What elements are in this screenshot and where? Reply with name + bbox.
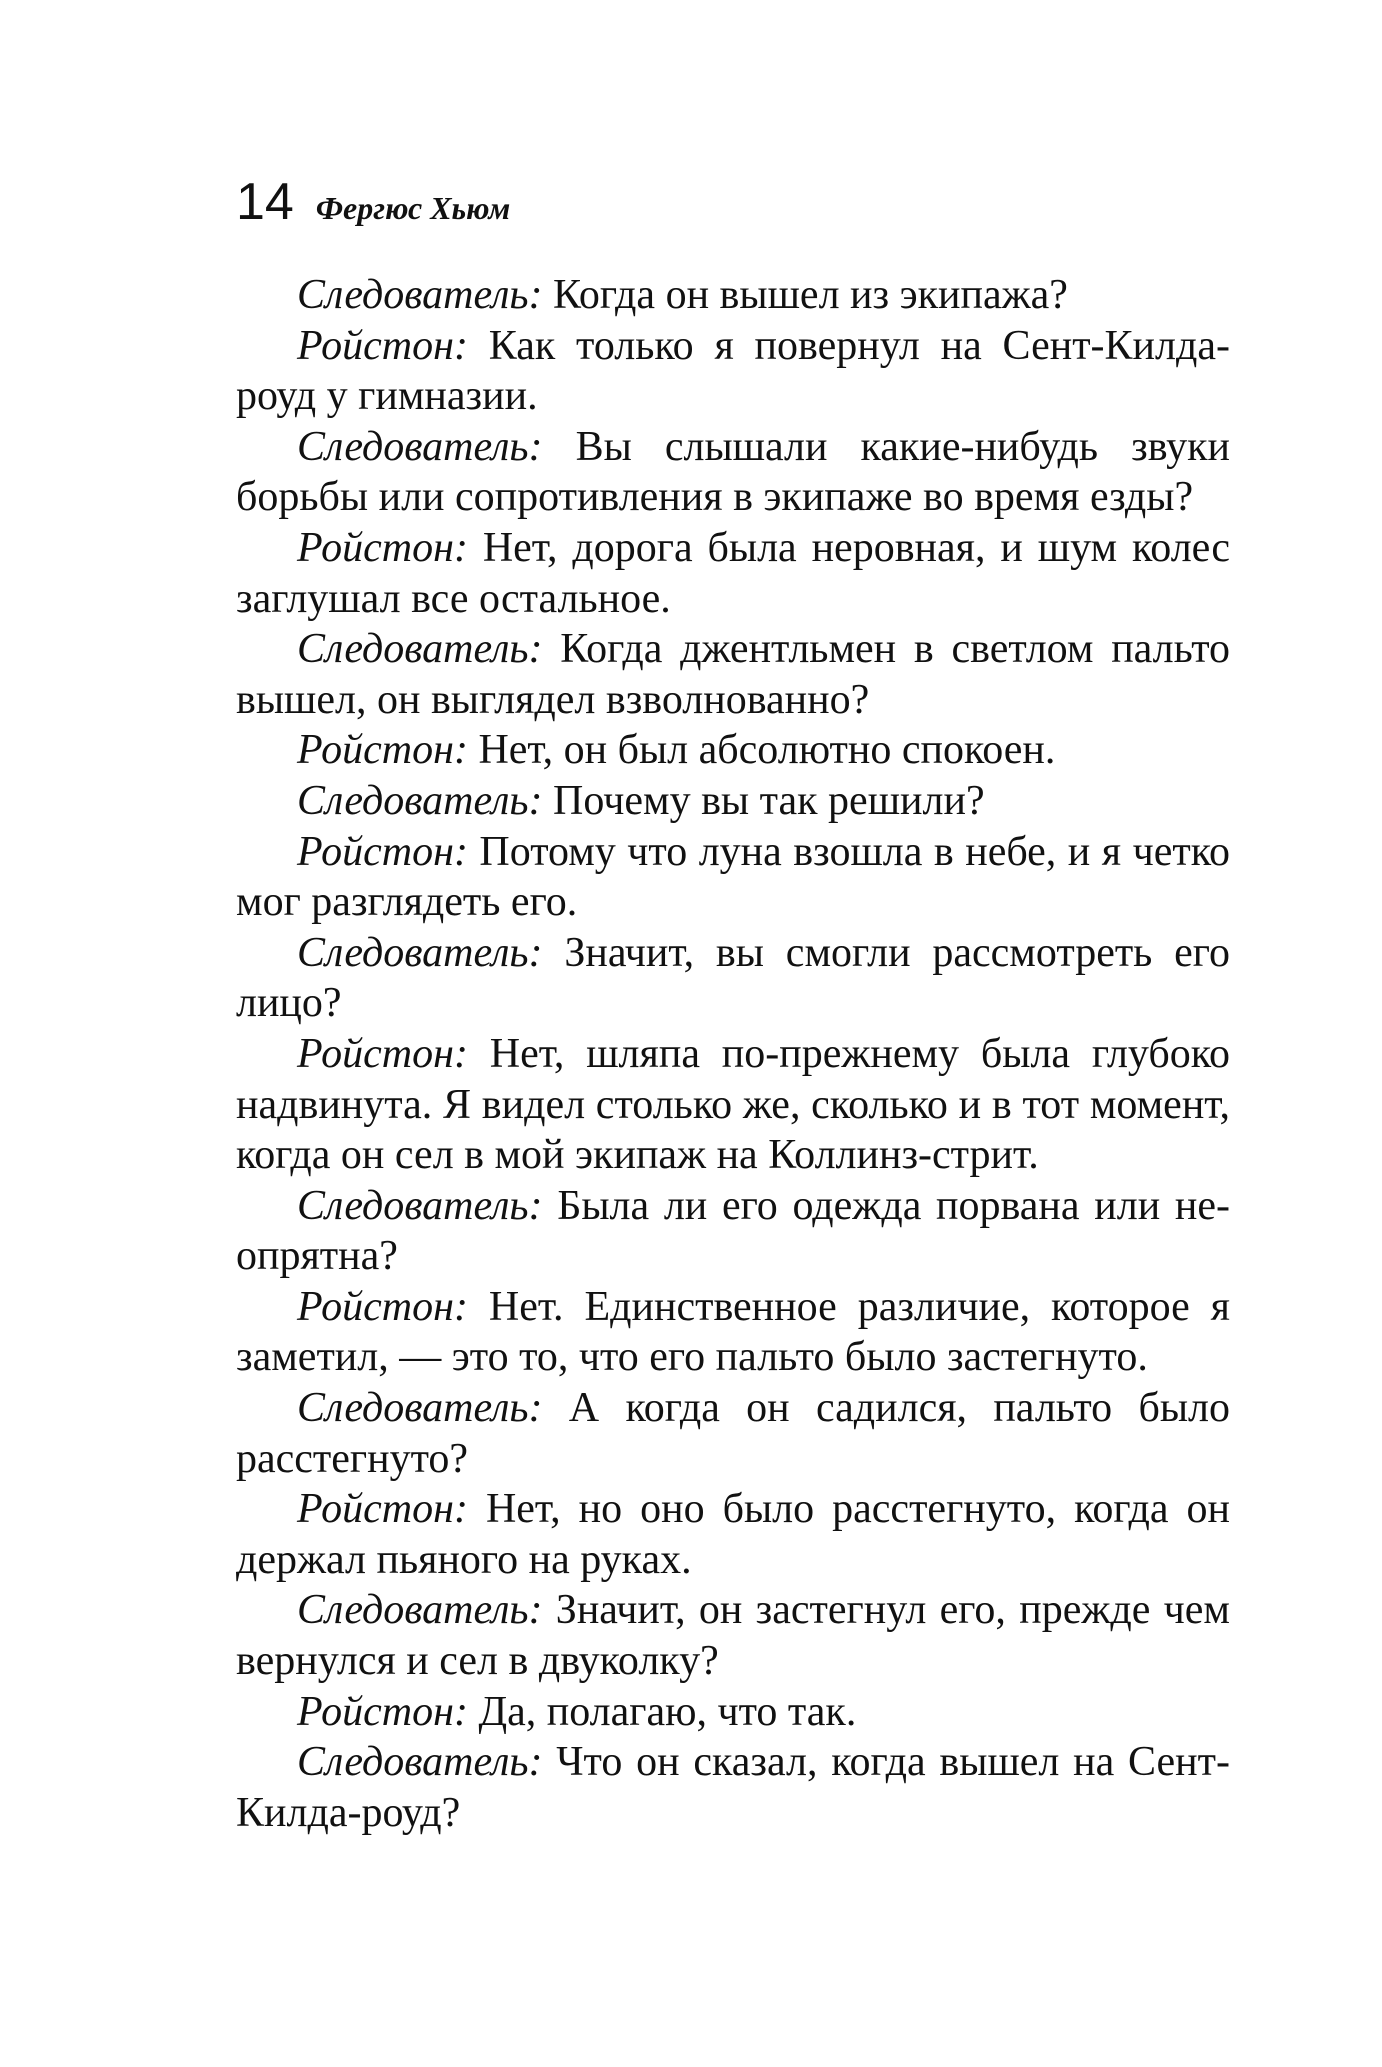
dialogue-text: А когда он садился, пальто было расстегнуто? (236, 1385, 1230, 1482)
speaker-label: Ройстон: (297, 322, 468, 369)
speaker-label: Ройстон: (297, 1030, 468, 1077)
speaker-label: Следователь: (297, 626, 543, 673)
speaker-label: Ройстон: (297, 1486, 468, 1533)
dialogue-paragraph (236, 1687, 1230, 1738)
dialogue-text: Нет, но оно было расстегнуто, когда он держал пьяного на руках. (236, 1486, 1230, 1583)
dialogue-paragraph (236, 1484, 1230, 1585)
speaker-label: Следователь: (297, 1739, 543, 1786)
dialogue-text: Нет, дорога была неровная, и шум колес заглушал все остальное. (236, 524, 1230, 622)
dialogue-text: Почему вы так решили? (542, 777, 985, 824)
dialogue-text: Нет, он был абсолютно спокоен. (467, 727, 1056, 774)
dialogue-text: Как только я повернул на Сент-Килда-роуд у гимназии. (236, 322, 1230, 420)
dialogue-text: Нет. Единственное различие, которое я заметил, — это то, что его пальто было застегнуто. (236, 1283, 1230, 1381)
dialogue-paragraph (236, 928, 1230, 1029)
dialogue-text: Да, полагаю, что так. (467, 1688, 857, 1735)
dialogue-text: Что он сказал, когда вышел на Сент-Килда-роуд? (236, 1739, 1230, 1836)
dialogue-paragraph (236, 422, 1230, 523)
speaker-label: Следователь: (297, 1182, 543, 1229)
dialogue-paragraph (236, 725, 1230, 776)
dialogue-paragraph (236, 1181, 1230, 1282)
dialogue-paragraph (236, 321, 1230, 422)
dialogue-paragraph (236, 270, 1230, 321)
dialogue-text: Была ли его одежда порвана или неопрятна? (236, 1182, 1230, 1280)
running-head (236, 172, 510, 232)
running-head-author: Фергюс Хьюм (315, 190, 511, 226)
speaker-label: Следователь: (297, 1587, 543, 1634)
dialogue-paragraph (236, 1029, 1230, 1181)
dialogue-paragraph (236, 1383, 1230, 1484)
dialogue-text: Когда он вышел из экипажа? (542, 272, 1068, 318)
dialogue-text: Когда джентльмен в светлом пальто вышел, он выглядел взволнованно? (236, 626, 1230, 723)
dialogue-paragraph (236, 624, 1230, 725)
speaker-label: Следователь: (297, 777, 543, 824)
speaker-label: Следователь: (297, 423, 543, 470)
speaker-label: Ройстон: (297, 727, 468, 774)
dialogue-paragraph (236, 827, 1230, 928)
dialogue-text: Нет, шляпа по-прежнему была глубоко надвинута. Я видел столько же, сколько и в тот момент, когда он сел в мой экипаж на Коллинз-стрит. (236, 1030, 1230, 1179)
dialogue-paragraph (236, 1737, 1230, 1838)
speaker-label: Ройстон: (297, 524, 468, 571)
body-text (236, 270, 1230, 1838)
dialogue-text: Значит, вы смогли рассмотреть его лицо? (236, 929, 1230, 1027)
dialogue-paragraph (236, 776, 1230, 827)
speaker-label: Ройстон: (297, 1283, 468, 1330)
speaker-label: Следователь: (297, 929, 543, 976)
speaker-label: Ройстон: (297, 1688, 468, 1735)
dialogue-text: Значит, он застегнул его, прежде чем вернулся и сел в двуколку? (236, 1587, 1230, 1685)
speaker-label: Следователь: (297, 272, 543, 318)
dialogue-paragraph (236, 1282, 1230, 1383)
dialogue-text: Вы слышали какие-нибудь звуки борьбы или сопротивления в экипаже во время езды? (236, 423, 1230, 521)
speaker-label: Следователь: (297, 1385, 543, 1432)
dialogue-text: Потому что луна взошла в небе, и я четко мог разглядеть его. (236, 828, 1230, 926)
dialogue-paragraph (236, 1585, 1230, 1686)
speaker-label: Ройстон: (297, 828, 468, 875)
dialogue-paragraph (236, 523, 1230, 624)
page-number: 14 (236, 173, 294, 231)
